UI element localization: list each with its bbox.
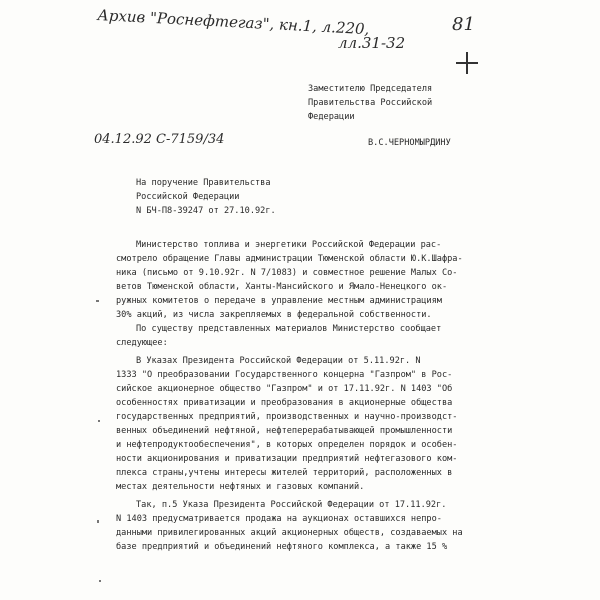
text-line: государственных предприятий, производственных и научно-производст- <box>116 412 458 422</box>
text-line: сийское акционерное общество "Газпром" и от 17.11.92г. N 1403 "Об <box>116 384 453 394</box>
text-line: ности акционирования и приватизации предприятий нефтегазового ком- <box>116 454 458 464</box>
scan-edge-mark <box>99 580 101 582</box>
addressee-line-3: Федерации <box>308 112 355 122</box>
text-line: Министерство топлива и энергетики Российской Федерации рас- <box>136 240 442 250</box>
text-line: ружных комитетов о передаче в управление местным администрациям <box>116 296 442 306</box>
text-line: особенностях приватизации и преобразования в акционерные общества <box>116 398 453 408</box>
addressee-line-1: Заместителю Председателя <box>308 84 433 94</box>
text-line: ветов Тюменской области, Ханты-Мансийского и Ямало-Ненецкого ок- <box>116 282 448 292</box>
text-line: плекса страны,учтены интересы жителей территорий, расположенных в <box>116 468 453 478</box>
text-line: местах деятельности нефтяных и газовых компаний. <box>116 482 365 492</box>
archive-note: Архив "Роснефтегаз", кн.1, л.220, <box>97 6 370 39</box>
text-line: ника (письмо от 9.10.92г. N 7/1083) и совместное решение Малых Со- <box>116 268 458 278</box>
text-line: 1333 "О преобразовании Государственного концерна "Газпром" в Рос- <box>116 370 453 380</box>
addressee-name: В.С.ЧЕРНОМЫРДИНУ <box>368 138 451 148</box>
text-line: В Указах Президента Российской Федерации от 5.11.92г. N <box>136 356 421 366</box>
text-line: венных объединений нефтяной, нефтеперерабатывающей промышленности <box>116 426 453 436</box>
page-number: 81 <box>452 14 475 35</box>
text-line: Так, п.5 Указа Президента Российской Федерации от 17.11.92г. <box>136 500 447 510</box>
reference-line-2: Российской Федерации <box>136 192 240 202</box>
text-line: базе предприятий и объединений нефтяного комплекса, а также 15 % <box>116 542 448 552</box>
scan-edge-mark <box>97 520 99 523</box>
scan-edge-mark <box>96 300 99 302</box>
text-line: и нефтепродуктообеспечения", в которых определен порядок и особен- <box>116 440 458 450</box>
text-line: данными привилегированных акций акционерных обществ, создаваемых на <box>116 528 463 538</box>
text-line: 30% акций, из числа закрепляемых в федеральной собственности. <box>116 310 432 320</box>
text-line: По существу представленных материалов Министерство сообщает <box>136 324 442 334</box>
registration-number: 04.12.92 С-7159/34 <box>94 132 225 147</box>
archive-sheets-note: лл.31-32 <box>338 34 406 52</box>
scan-edge-mark <box>98 420 100 422</box>
text-line: N 1403 предусматривается продажа на аукционах оставшихся непро- <box>116 514 442 524</box>
addressee-line-2: Правительства Российской <box>308 98 433 108</box>
reference-line-3: N БЧ-П8-39247 от 27.10.92г. <box>136 206 276 216</box>
reference-line-1: На поручение Правительства <box>136 178 271 188</box>
text-line: смотрело обращение Главы администрации Тюменской области Ю.К.Шафра- <box>116 254 463 264</box>
text-line: следующее: <box>116 338 168 348</box>
